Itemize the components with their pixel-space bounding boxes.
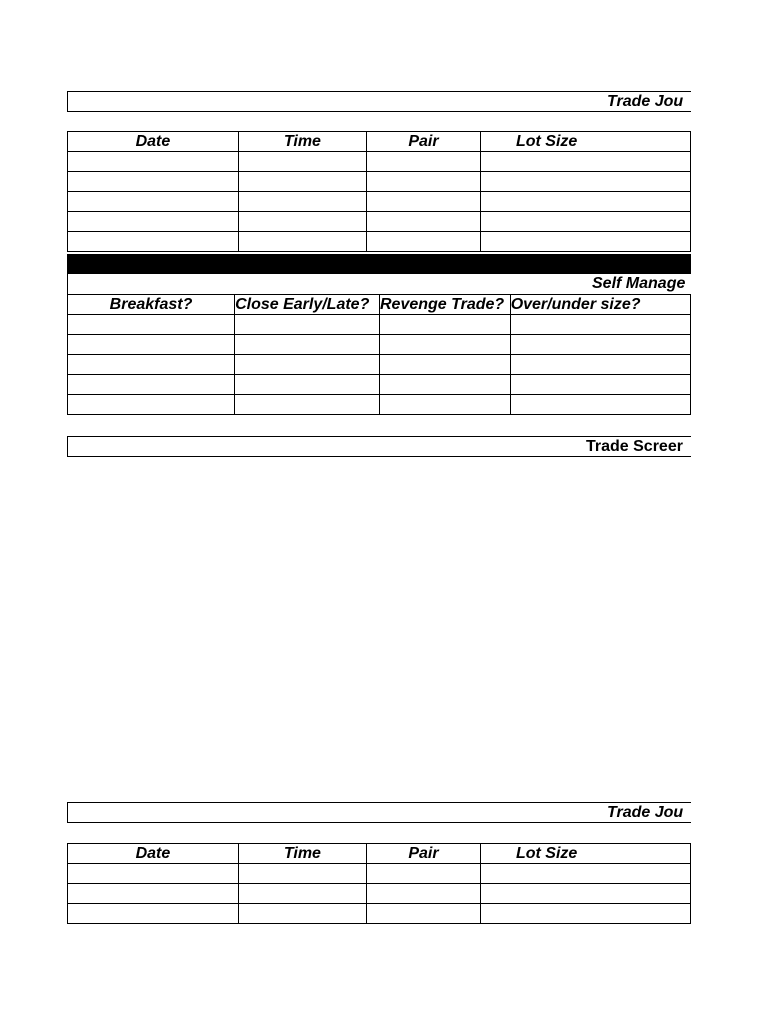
- table-row: [68, 152, 691, 172]
- table-cell[interactable]: [480, 884, 690, 904]
- header-pair: Pair: [367, 132, 481, 152]
- journal-title-box-2: [67, 802, 691, 823]
- table-cell[interactable]: [380, 315, 511, 335]
- table-cell[interactable]: [238, 172, 366, 192]
- table-cell[interactable]: [480, 864, 690, 884]
- table-cell[interactable]: [480, 172, 690, 192]
- table-row: [68, 232, 691, 252]
- table-cell[interactable]: [367, 232, 481, 252]
- table-cell[interactable]: [68, 335, 235, 355]
- table-row: [68, 884, 691, 904]
- table-cell[interactable]: [68, 152, 239, 172]
- table-cell[interactable]: [367, 152, 481, 172]
- table-row: [68, 335, 691, 355]
- table-cell[interactable]: [68, 172, 239, 192]
- header-close-early-late: Close Early/Late?: [235, 295, 380, 315]
- table-row: [68, 395, 691, 415]
- table-cell[interactable]: [68, 884, 239, 904]
- journal-table-1: [67, 131, 691, 252]
- table-cell[interactable]: [367, 904, 481, 924]
- table-cell[interactable]: [367, 864, 481, 884]
- self-management-title: Self Manage: [592, 275, 686, 292]
- screenshot-title-box: [67, 436, 691, 457]
- table-cell[interactable]: [235, 315, 380, 335]
- table-row: [68, 212, 691, 232]
- table-cell[interactable]: [510, 395, 690, 415]
- table-cell[interactable]: [68, 864, 239, 884]
- section-divider-bar: [67, 254, 691, 274]
- table-row: [68, 355, 691, 375]
- table-cell[interactable]: [510, 355, 690, 375]
- table-cell[interactable]: [238, 152, 366, 172]
- table-row: [68, 192, 691, 212]
- table-cell[interactable]: [235, 335, 380, 355]
- header-breakfast: Breakfast?: [68, 295, 235, 315]
- table-cell[interactable]: [235, 375, 380, 395]
- header-revenge-trade: Revenge Trade?: [380, 295, 511, 315]
- table-cell[interactable]: [480, 232, 690, 252]
- table-row: [68, 864, 691, 884]
- table-cell[interactable]: [480, 904, 690, 924]
- screenshot-title: Trade Screer: [586, 438, 683, 455]
- table-cell[interactable]: [68, 232, 239, 252]
- table-cell[interactable]: [68, 212, 239, 232]
- table-cell[interactable]: [480, 192, 690, 212]
- journal-table-2: [67, 843, 691, 924]
- table-cell[interactable]: [68, 355, 235, 375]
- table-cell[interactable]: [380, 395, 511, 415]
- table-cell[interactable]: [238, 884, 366, 904]
- table-cell[interactable]: [235, 355, 380, 375]
- table-cell[interactable]: [68, 375, 235, 395]
- table-cell[interactable]: [367, 172, 481, 192]
- table-cell[interactable]: [238, 864, 366, 884]
- table-cell[interactable]: [380, 355, 511, 375]
- journal-title-1: Trade Jou: [607, 93, 684, 110]
- table-cell[interactable]: [367, 212, 481, 232]
- table-cell[interactable]: [235, 395, 380, 415]
- table-cell[interactable]: [238, 232, 366, 252]
- table-cell[interactable]: [367, 884, 481, 904]
- table-cell[interactable]: [367, 192, 481, 212]
- journal-title-2: Trade Jou: [607, 804, 684, 821]
- table-row: [68, 375, 691, 395]
- table-cell[interactable]: [510, 335, 690, 355]
- table-cell[interactable]: [238, 192, 366, 212]
- header-lot-size: Lot Size: [480, 844, 690, 864]
- journal-title-box-1: [67, 91, 691, 112]
- table-row: [68, 315, 691, 335]
- table-cell[interactable]: [510, 315, 690, 335]
- table-header-row: [68, 295, 691, 315]
- table-cell[interactable]: [510, 375, 690, 395]
- header-time: Time: [238, 844, 366, 864]
- header-lot-size: Lot Size: [480, 132, 690, 152]
- table-row: [68, 904, 691, 924]
- table-cell[interactable]: [238, 212, 366, 232]
- header-time: Time: [238, 132, 366, 152]
- table-cell[interactable]: [238, 904, 366, 924]
- header-pair: Pair: [367, 844, 481, 864]
- table-cell[interactable]: [68, 192, 239, 212]
- table-cell[interactable]: [380, 335, 511, 355]
- table-cell[interactable]: [480, 212, 690, 232]
- header-date: Date: [68, 844, 239, 864]
- table-header-row: [68, 844, 691, 864]
- table-cell[interactable]: [68, 315, 235, 335]
- self-management-title-row: [67, 274, 691, 294]
- table-header-row: [68, 132, 691, 152]
- self-management-table: [67, 294, 691, 415]
- table-cell[interactable]: [480, 152, 690, 172]
- table-cell[interactable]: [68, 904, 239, 924]
- table-cell[interactable]: [380, 375, 511, 395]
- table-cell[interactable]: [68, 395, 235, 415]
- header-date: Date: [68, 132, 239, 152]
- header-over-under-size: Over/under size?: [510, 295, 690, 315]
- table-row: [68, 172, 691, 192]
